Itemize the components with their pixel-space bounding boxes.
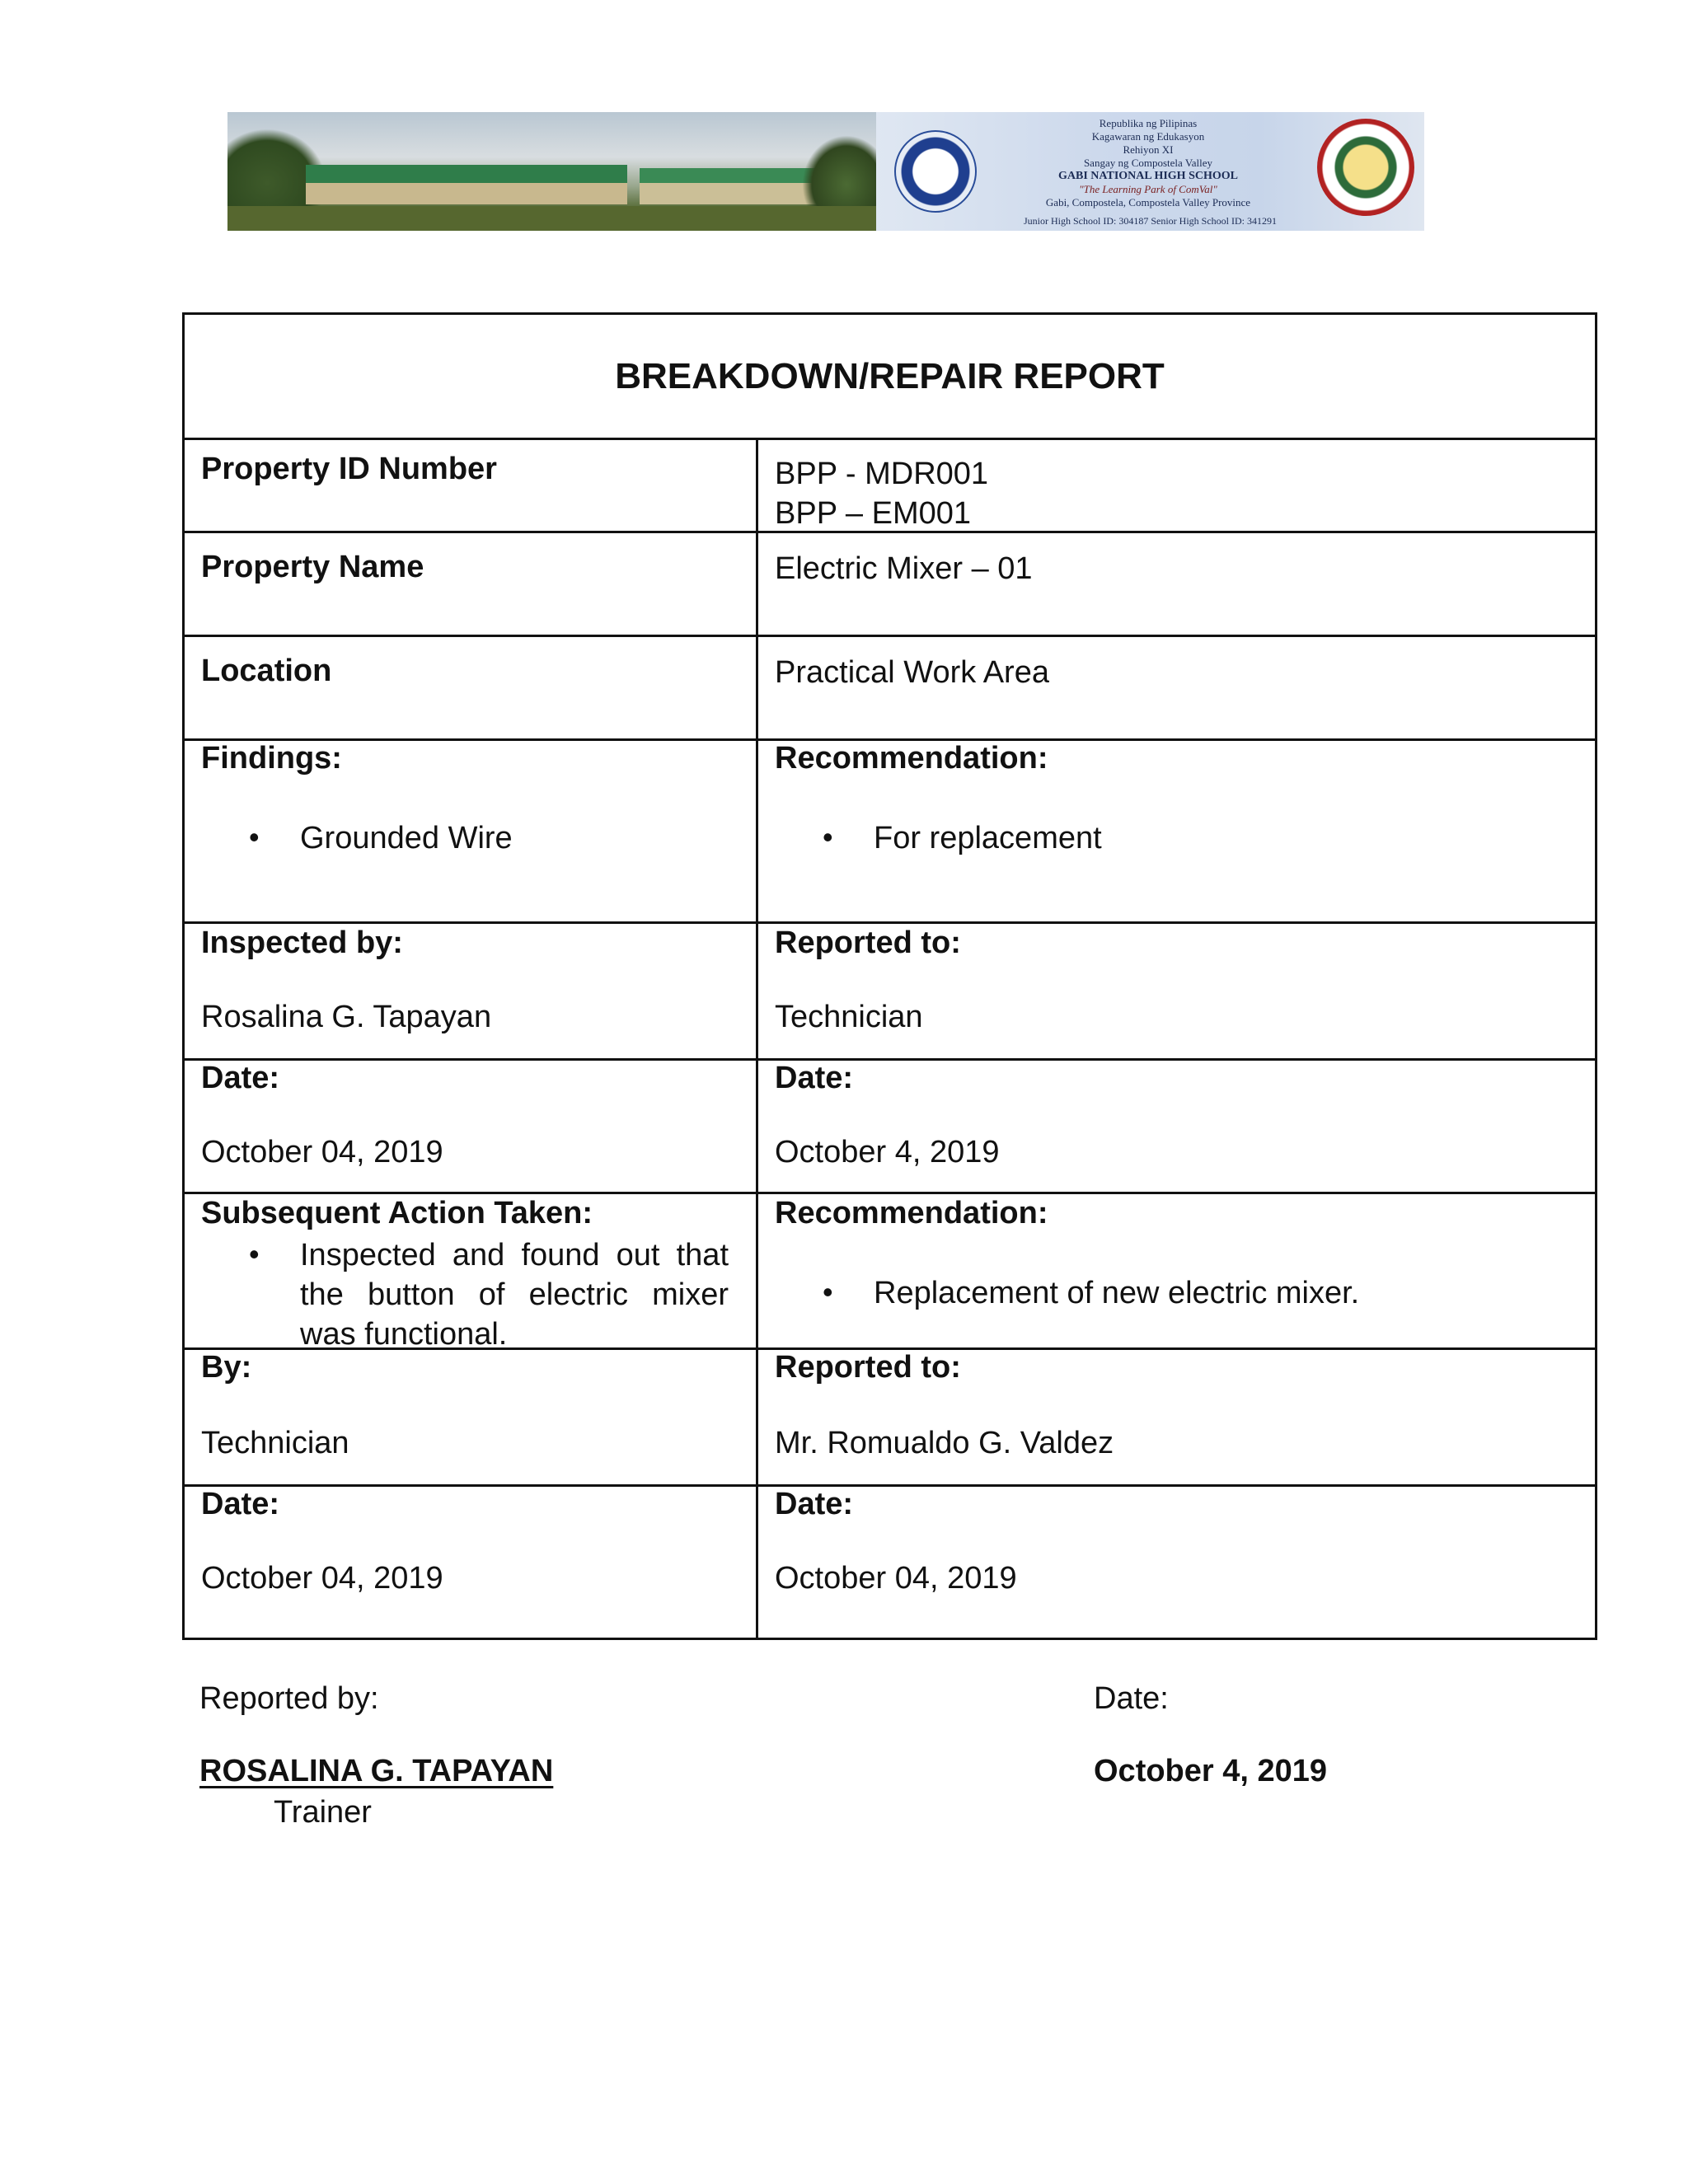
- school-name: GABI NATIONAL HIGH SCHOOL: [1058, 170, 1238, 182]
- reported-to-label: Reported to:: [775, 1350, 961, 1385]
- property-name-label-cell: [185, 533, 758, 635]
- reported-by-label: Reported by:: [199, 1681, 379, 1716]
- school-letterhead: [876, 112, 1424, 231]
- date-label: Date:: [775, 1061, 854, 1095]
- inspection-row: [185, 924, 1595, 1061]
- school-address: Gabi, Compostela, Compostela Valley Province: [1045, 196, 1251, 209]
- recommendation-label: Recommendation:: [775, 1196, 1048, 1230]
- building-roof: [306, 165, 627, 183]
- location-value: Practical Work Area: [775, 655, 1049, 690]
- findings-cell: [185, 741, 758, 921]
- subsequent-action-item: Inspected and found out that the button of electric mixer was functional.: [300, 1238, 729, 1352]
- property-id-label: Property ID Number: [201, 452, 497, 486]
- report-title: BREAKDOWN/REPAIR REPORT: [185, 315, 1595, 440]
- letterhead-line: Rehiyon XI: [1123, 143, 1174, 156]
- property-id-value-cell: [758, 440, 1595, 531]
- date-value: October 4, 2019: [775, 1135, 1000, 1169]
- property-name-value: Electric Mixer – 01: [775, 551, 1033, 586]
- property-name-label: Property Name: [201, 550, 424, 584]
- footer-date-label: Date:: [1094, 1681, 1169, 1716]
- subsequent-action-label: Subsequent Action Taken:: [201, 1196, 593, 1230]
- report-table: [182, 312, 1597, 1640]
- location-value-cell: [758, 637, 1595, 738]
- bullet-icon: •: [823, 820, 833, 854]
- reported-to-label: Reported to:: [775, 926, 961, 960]
- date-value: October 04, 2019: [201, 1561, 443, 1596]
- recommendation-cell: [758, 741, 1595, 921]
- date-value: October 04, 2019: [775, 1561, 1017, 1596]
- by-value: Technician: [201, 1426, 349, 1460]
- bullet-icon: •: [249, 820, 260, 854]
- letterhead-line: Kagawaran ng Edukasyon: [1091, 130, 1205, 143]
- bullet-icon: •: [249, 1237, 260, 1271]
- property-name-value-cell: [758, 533, 1595, 635]
- date-cell: [185, 1061, 758, 1192]
- date-row: [185, 1061, 1595, 1194]
- reported-to-value: Mr. Romualdo G. Valdez: [775, 1426, 1114, 1460]
- property-id-label-cell: [185, 440, 758, 531]
- letterhead-line: Republika ng Pilipinas: [1099, 117, 1198, 129]
- reporter-role: Trainer: [274, 1795, 372, 1830]
- property-id-row: [185, 440, 1595, 533]
- letterhead-text: [983, 117, 1313, 209]
- inspected-by-cell: [185, 924, 758, 1058]
- school-building-photo: [227, 112, 876, 231]
- school-motto: "The Learning Park of ComVal": [1079, 183, 1217, 195]
- inspected-by-value: Rosalina G. Tapayan: [201, 1000, 492, 1034]
- reported-to-cell: [758, 1350, 1595, 1484]
- footer-date-value: October 4, 2019: [1094, 1754, 1328, 1788]
- findings-item: Grounded Wire: [300, 821, 513, 855]
- date-cell: [185, 1487, 758, 1638]
- location-label-cell: [185, 637, 758, 738]
- reporter-name: ROSALINA G. TAPAYAN: [199, 1754, 554, 1788]
- property-id-value: BPP – EM001: [775, 496, 972, 531]
- location-row: [185, 637, 1595, 741]
- subsequent-action-cell: [185, 1194, 758, 1352]
- property-name-row: [185, 533, 1595, 637]
- school-ids: Junior High School ID: 304187 Senior High School ID: 341291: [1024, 215, 1277, 227]
- location-label: Location: [201, 654, 332, 688]
- date-label: Date:: [201, 1487, 280, 1521]
- by-row: [185, 1350, 1595, 1487]
- reported-to-cell: [758, 924, 1595, 1058]
- recommendation-label: Recommendation:: [775, 741, 1048, 776]
- findings-row: [185, 741, 1595, 924]
- date-value: October 04, 2019: [201, 1135, 443, 1169]
- inspected-by-label: Inspected by:: [201, 926, 403, 960]
- reported-to-value: Technician: [775, 1000, 923, 1034]
- date-cell: [758, 1487, 1595, 1638]
- date-cell: [758, 1061, 1595, 1192]
- recommendation-item: For replacement: [874, 821, 1102, 855]
- header-banner: [227, 112, 1424, 231]
- letterhead-line: Sangay ng Compostela Valley: [1083, 157, 1213, 169]
- deped-seal-icon: [894, 130, 977, 213]
- by-cell: [185, 1350, 758, 1484]
- findings-label: Findings:: [201, 741, 342, 776]
- school-seal-icon: [1317, 119, 1414, 216]
- property-id-value: BPP - MDR001: [775, 457, 989, 491]
- recommendation-item: Replacement of new electric mixer.: [874, 1276, 1360, 1310]
- date-row: [185, 1487, 1595, 1638]
- bullet-icon: •: [823, 1275, 833, 1309]
- by-label: By:: [201, 1350, 252, 1385]
- recommendation-cell: [758, 1194, 1595, 1347]
- building-wall: [306, 183, 627, 204]
- subsequent-action-row: [185, 1194, 1595, 1350]
- date-label: Date:: [775, 1487, 854, 1521]
- date-label: Date:: [201, 1061, 280, 1095]
- lawn: [227, 206, 876, 231]
- trees-right: [802, 135, 876, 218]
